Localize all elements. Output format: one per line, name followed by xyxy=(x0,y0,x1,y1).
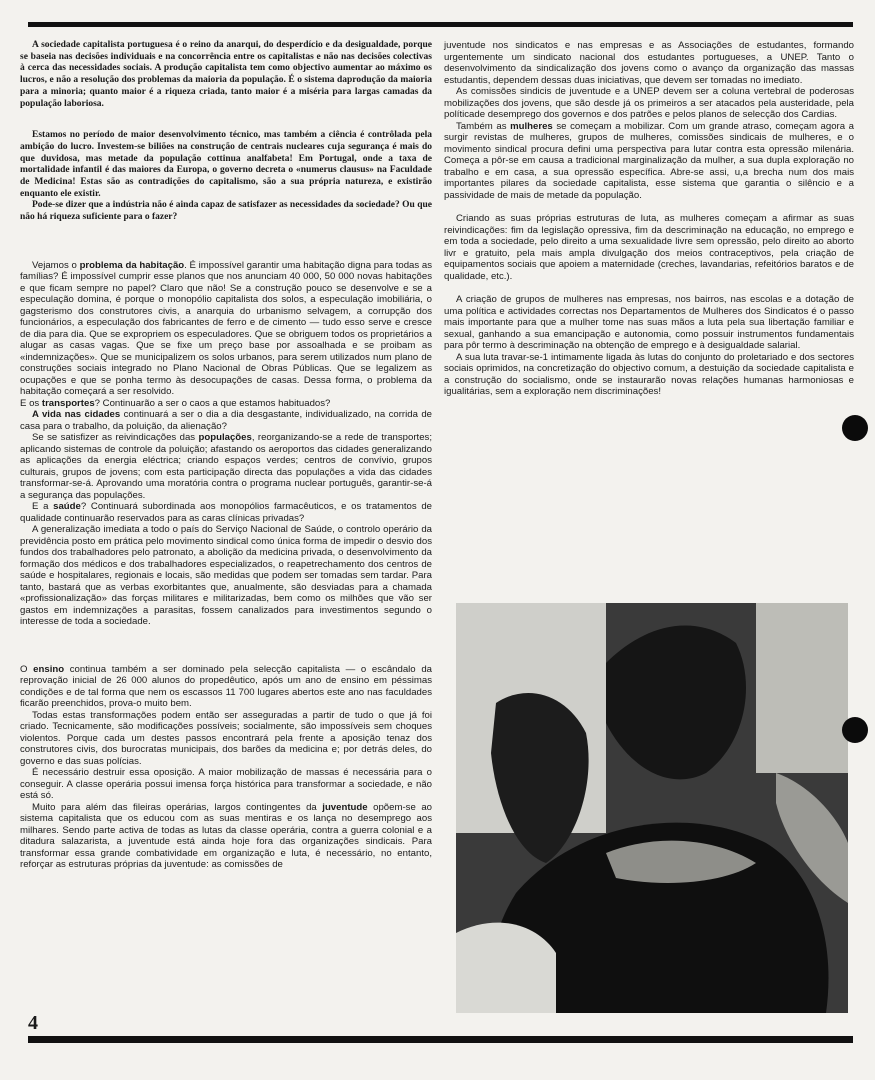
ensino-paragraph: O ensino continua também a ser dominado pela selecção capitalista — o escândalo da reprovação inicial de 26 000 alunos do propedêutico, após um ano de ensino em péssimas condições e de tal forma que nem os escassos 11 700 lugares abertos este ano nas faculdades ficarão preenchidos, prova-o muito bem. xyxy=(20,663,432,710)
intro-paragraph-2: Estamos no período de maior desenvolvimento técnico, mas também a ciência é contrôlada pela ambição do lucro. Investem-se biliões na construção de centrais nucleares cuja segurança é mais do que duvidosa, mas metade da população cottinua analfabeta! Em Portugal, onde a taxa de mortalidade infantil é das maiores da Europa, o governo decreta o «numerus clausus» na Faculdade de Medicina! Estas são as contradições do capitalismo, são a sua própria natureza, e existirão enquanto ele existir. xyxy=(20,130,432,199)
vida-cidades-question: A vida nas cidades continuará a ser o dia a dia desgastante, individualizado, na corrida de casa para o trabalho, da poluição, da alienação? xyxy=(20,409,432,432)
keyword-transportes: transportes xyxy=(41,397,95,409)
page-number: 4 xyxy=(28,1012,38,1034)
juventude-continuation: juventude nos sindicatos e nas empresas e as Associações de estudantes, formando urgentemente um sindicato nacional dos estudantes portugueses, a UNEP. Tanto o desenvolvimento da sindicalização dos jovens como o avanço da organização das massas estudantis, dependem dessas duas iniciativas, que devem ser tomadas no imediato. xyxy=(444,40,854,86)
bottom-rule xyxy=(28,1036,853,1043)
transportes-question: E os transportes? Continuarão a ser o caos a que estamos habituados? xyxy=(20,397,331,409)
keyword-ensino: ensino xyxy=(33,663,65,675)
habitacao-paragraph: Vejamos o problema da habitação. É impossível garantir uma habitação digna para todas as famílias? É impossível cumprir esse planos que nos anunciam 40 000, 50 000 novas habitações e que ficam sempre no papel? Claro que não! Se a construção pouco se desenvolve e se a especulação domina, é porque o monopólio capitalista dos solos, a especulação imobiliária, o gagsterismo dos construtores civis, a anarquia do urbanismo selvagem, a corrupção dos funcionários, a especulação dos fabricantes de ferro e de cimento — tudo esso serve e cresce de dia para dia. Que se expropriem os especuladores. Que se obriguem todos os proprietários a alugar as casas vagas. Que se fixe um preço base por assoalhada e se proibam as «indemnizações». Que se municipalizem os solos urbanos, para serem utilizados num plano de construções sociais integrado no Plano Nacional de Obras Públicas. Que se legalizem as ocupações e que se ponha termo às desocupações de casas. Dessa forma, o problema da habitação começará a ser resolvido. xyxy=(20,259,433,398)
left-column xyxy=(20,40,432,871)
keyword-saude: saúde xyxy=(53,501,81,513)
keyword-vida-cidades: A vida nas cidades xyxy=(32,409,121,421)
photo-sky-right xyxy=(756,603,848,773)
keyword-habitacao: problema da habitação xyxy=(79,259,185,271)
comissoes-paragraph: As comissões sindicis de juventude e a UNEP devem ser a coluna vertebral de poderosas mobilizações dos jovens, que são desde já os primeiros a ser atacados pela austeridade, pela políticade desemprego dos governos e dos patrões e pelos planos de selecção dos Cardias. xyxy=(444,86,854,120)
keyword-mulheres: mulheres xyxy=(510,120,553,132)
mulheres-paragraph: Também as mulheres se começam a mobilizar. Com um grande atraso, começam agora a surgir revistas de mulheres, grupos de mulheres, comissões sindicais de mulheres, e o movimento sindical procura defini uma perspectiva para lutar contra esta opressão milenária. Começa a pôr-se em causa a tradicional marginalização da mulher, a sua dupla exploração no trabalho e em casa, a sua opressão específica. Abre-se assi, u,a brecha num dos mais importantes pilares da sociedade capitalista, esse sistema que garantia o silêncio e a passividade de mais de metade da população. xyxy=(444,120,855,201)
luta-paragraph: A sua luta travar-se-1 intimamente ligada às lutas do conjunto do proletariado e dos sectores sociais oprimidos, na concretização do objectivo comum, a destuição da sociedade capitalista e a construção do socialismo, onde se instaurarão novas relações humanas harmoniosas e igualitárias, sem a exploração nem discriminações! xyxy=(444,351,854,397)
photo-illustration xyxy=(456,603,848,1013)
destruir-paragraph: É necessário destruir essa oposição. A maior mobilização de massas é necessária para o conseguir. A classe operária possui imensa força histórica para transformar a sociedade, e não está só. xyxy=(20,767,432,802)
protest-photo xyxy=(456,603,848,1013)
saude-question: E a saúde? Continuará subordinada aos monopólios farmacêuticos, e os tratamentos de qualidade continuarão reservados para as caras clínicas privadas? xyxy=(20,501,432,524)
keyword-populacoes: populações xyxy=(198,432,252,444)
punch-hole-icon xyxy=(842,717,868,743)
grupos-paragraph: A criação de grupos de mulheres nas empresas, nos bairros, nas escolas e a dotação de uma política e actividades correctas nos Departamentos de Mulheres dos Sindicatos é o passo mais importante para que a mulher tome nas suas mãos a luta pela sua libertação familiar e sexual, ganhando a sua emancipação e autonomia, como possuir instrumentos fundamentais para pôr termo à descriminação na obtenção de emprego e à desigualdade salarial. xyxy=(444,294,854,351)
intro-paragraph-1: A sociedade capitalista portuguesa é o reino da anarqui, do desperdício e da desigualdade, porque se baseia nas decisões individuais e na concorrência entre os capitalistas e não nas decisões colectivas à cerca das necessidades sociais. A produção capitalista tem como objectivo aumentar ao máximo os lucros, e não a resolução dos problemas da maioria da população. É o sistema daprodução da maioria para a minoria; quanto maior é a riqueza criada, tanto maior é a miséria para largas camadas da população laboriosa. xyxy=(20,40,432,109)
saude-paragraph: A generalização imediata a todo o país do Serviço Nacional de Saúde, o controlo operário da previdência posto em prática pelo movimento sindical como única forma de impedir o desvio dos fundos dos trabalhadores pelo patronato, a abolição da medicina privada, o desenvolvimento da formação dos médicos e dos trabalhadores especializados, o reapetrechamento dos centros de saúde e hospitalares, regionais e locais, são medidas que podem ser tomadas sem tardar. Para tanto, bastará que as verbas exorbitantes que, anualmente, são desviadas para a chamada «profissionalização» das forças militares e militarizadas, bem como os milhões que vão ser gastos em indemnizações a parasitas, fossem canalizados para investimentos segundo o interesse de toda a sociedade. xyxy=(20,524,432,628)
right-column xyxy=(444,40,854,398)
intro-paragraph-3: Pode-se dizer que a indústria não é ainda capaz de satisfazer as necessidades da sociedade? Ou que não há riqueza suficiente para o fazer? xyxy=(20,200,432,223)
transformacoes-paragraph: Todas estas transformações podem então ser asseguradas a partir de tudo o que já foi criado. Tecnicamente, são modificações possíveis; socialmente, são impossíveis sem choques violentos. Porque cada um destes passos encontrará pela frente a aposição tenaz dos construtores civis, dos burocratas municipais, dos barões da medicina e; por detrás deles, do governo e das suas polícias. xyxy=(20,709,432,767)
top-rule xyxy=(28,22,853,27)
punch-hole-icon xyxy=(842,415,868,441)
estruturas-paragraph: Criando as suas próprias estruturas de luta, as mulheres começam a afirmar as suas reivindicações: fim da legislação opressiva, fim da descriminação na educação, no emprego e em toda a sociedade, pelo direito a uma sexualidade livre sem opressão, pelo direito ao aborto livr e gratuito, pela mais ampla divulgação dos meios contraceptivos, pela criação de equipamentos sociais que apoiem a maternidade (creches, lavandarias, refeitórios baratos e de qualidade, etc.). xyxy=(444,213,854,282)
juventude-paragraph: Muito para além das fileiras operárias, largos contingentes da juventude opõem-se ao sistema capitalista que os educou com as suas mentiras e os lança no desemprego aos milhares. Sendo parte activa de todas as lutas da classe operária, contra a guerra colonial e a ditadura salazarista, a juventude está ainda hoje fora das organizações sindicais. Para transformar essa grande combatividade em organização e luta, é necessário, no entanto, reforçar as estruturas próprias da juventude: as comissões de xyxy=(20,801,432,871)
populacoes-paragraph: Se se satisfizer as reivindicações das populações, reorganizando-se a rede de transportes; aplicando sistemas de controle da poluição; afastando os aeroportos das cidades generalizando as aplicações da energia eléctrica; criando espaços verdes; centros de convívio, grupos culturais, grupos de jovens; com esta participação directa das populações a vida das cidades transformar-se-á. Aprovando uma moratória contra o programa nuclear português, garantir-se-á a segurança das populações. xyxy=(20,432,432,501)
keyword-juventude: juventude xyxy=(322,801,368,813)
